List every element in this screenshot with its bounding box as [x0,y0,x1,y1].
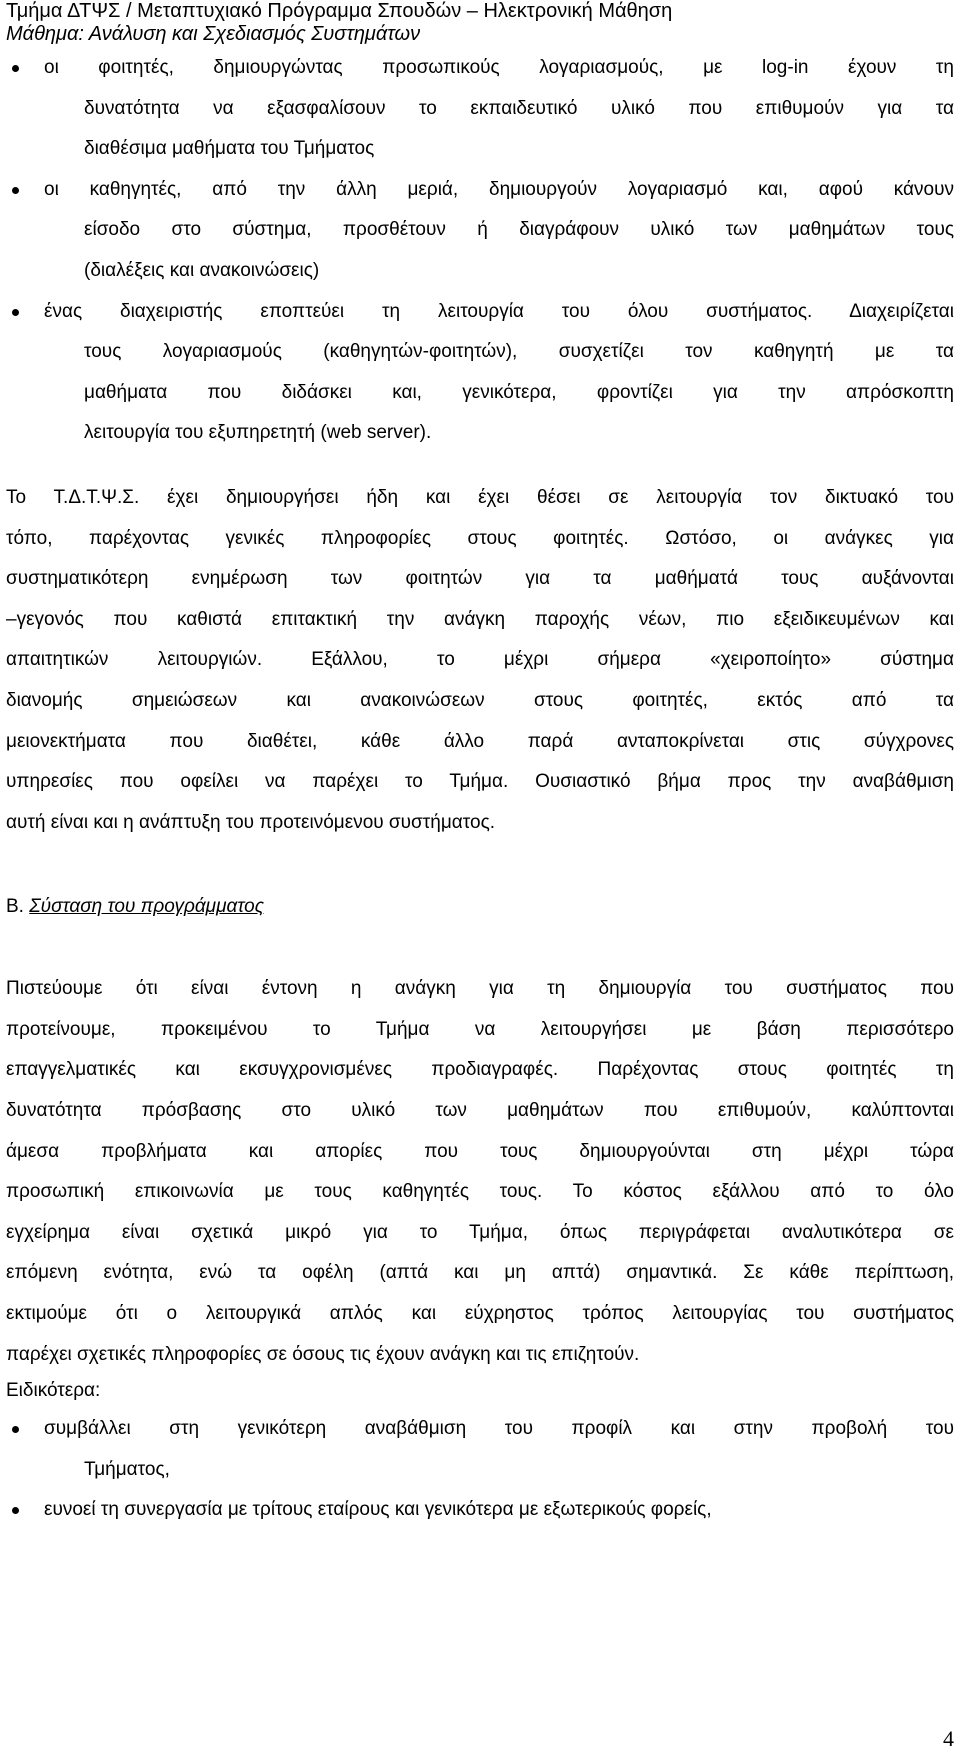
paragraph-recommendation [6,969,954,1375]
text-line: παρέχει σχετικές πληροφορίες σε όσους τις έχουν ανάγκη και τις επιζητούν. [6,1343,640,1365]
page-header [6,0,946,46]
bullet-item [6,292,954,454]
text-line: –γεγονός που καθιστά επιτακτική την ανάγκη παροχής νέων, πιο εξειδικευμένων και [6,608,954,630]
text-line: συστηματικότερη ενημέρωση των φοιτητών για τα μαθήματά τους αυξάνονται [6,568,954,590]
text-line: επόμενη ενότητα, ενώ τα οφέλη (απτά και μη απτά) σημαντικά. Σε κάθε περίπτωση, [6,1262,954,1284]
bullet-line: οι φοιτητές, δημιουργώντας προσωπικούς λογαριασμούς, με log-in έχουν τη [44,57,954,78]
text-line: απαιτητικών λειτουργιών. Εξάλλου, το μέχρι σήμερα «χειροποίητο» σύστημα [6,649,954,671]
section-title: Σύσταση του προγράμματος [29,896,264,918]
bullet-item [6,1490,954,1531]
text-line: δυνατότητα πρόσβασης στο υλικό των μαθημάτων που επιθυμούν, καλύπτονται [6,1100,954,1122]
bullet-line: λειτουργία του εξυπηρετητή (web server). [84,422,432,444]
benefit-bullet-list [6,1409,954,1531]
header-department: Τμήμα ΔΤΨΣ / Μεταπτυχιακό Πρόγραμμα Σπουδών – Ηλεκτρονική Μάθηση [6,0,673,22]
bullet-dot-icon [6,292,44,332]
document-body [6,48,954,1531]
text-line: επαγγελματικές και εκσυγχρονισμένες προδιαγραφές. Παρέχοντας στους φοιτητές τη [6,1059,954,1081]
text-line: αυτή είναι και η ανάπτυξη του προτεινόμενου συστήματος. [6,811,496,833]
text-line: Το Τ.Δ.Τ.Ψ.Σ. έχει δημιουργήσει ήδη και έχει θέσει σε λειτουργία τον δικτυακό του [6,486,954,508]
text-line: υπηρεσίες που οφείλει να παρέχει το Τμήμα. Ουσιαστικό βήμα προς την αναβάθμιση [6,771,954,793]
text-line: διανομής σημειώσεων και ανακοινώσεων στους φοιτητές, εκτός από τα [6,689,954,711]
bullet-dot-icon [6,170,44,210]
bullet-line: (διαλέξεις και ανακοινώσεις) [84,259,320,281]
text-line: εκτιμούμε ότι ο λειτουργικά απλός και εύχρηστος τρόπος λειτουργίας του συστήματος [6,1303,954,1325]
text-line: μειονεκτήματα που διαθέτει, κάθε άλλο παρά ανταποκρίνεται στις σύγχρονες [6,730,954,752]
bullet-line: δυνατότητα να εξασφαλίσουν το εκπαιδευτικό υλικό που επιθυμούν για τα [84,97,954,119]
text-line: τόπο, παρέχοντας γενικές πληροφορίες στους φοιτητές. Ωστόσο, οι ανάγκες για [6,527,954,549]
bullet-line: μαθήματα που διδάσκει και, γενικότερα, φροντίζει για την απρόσκοπτη [84,381,954,403]
bullet-item [6,1409,954,1490]
bullet-line: οι καθηγητές, από την άλλη μεριά, δημιουργούν λογαριασμό και, αφού κάνουν [44,178,954,200]
text-line: προσωπική επικοινωνία με τους καθηγητές τους. Το κόστος εξάλλου από το όλο [6,1181,954,1203]
bullet-item [6,48,954,170]
bullet-line: συμβάλλει στη γενικότερη αναβάθμιση του προφίλ και στην προβολή του [44,1418,954,1440]
bullet-line: τους λογαριασμούς (καθηγητών-φοιτητών), συσχετίζει τον καθηγητή με τα [84,341,954,363]
role-bullet-list [6,48,954,454]
text-line: άμεσα προβλήματα και απορίες που τους δημιουργούνται στη μέχρι τώρα [6,1140,954,1162]
bullet-dot-icon [6,1409,44,1449]
bullet-line: Τμήματος, [84,1458,170,1480]
specifically-label: Ειδικότερα: [6,1380,101,1402]
bullet-item [6,170,954,292]
bullet-line: είσοδο στο σύστημα, προσθέτουν ή διαγράφουν υλικό των μαθημάτων τους [84,219,954,241]
bullet-line: ένας διαχειριστής εποπτεύει τη λειτουργία του όλου συστήματος. Διαχειρίζεται [44,300,954,322]
text-line: εγχείρημα είναι σχετικά μικρό για το Τμήμα, όπως περιγράφεται αναλυτικότερα σε [6,1221,954,1243]
paragraph-current-state [6,478,954,843]
bullet-line: διαθέσιμα μαθήματα του Τμήματος [84,138,375,160]
header-course: Μάθημα: Ανάλυση και Σχεδιασμός Συστημάτων [6,23,421,45]
bullet-dot-icon [6,1490,44,1530]
section-letter: Β. [6,896,24,918]
bullet-line: ευνοεί τη συνεργασία με τρίτους εταίρους και γενικότερα με εξωτερικούς φορείς, [44,1499,712,1521]
text-line: Πιστεύουμε ότι είναι έντονη η ανάγκη για τη δημιουργία του συστήματος που [6,978,954,1000]
bullet-dot-icon [6,48,44,88]
text-line: προτείνουμε, προκειμένου το Τμήμα να λειτουργήσει με βάση περισσότερο [6,1018,954,1040]
page-number: 4 [943,1726,954,1751]
section-heading [6,887,954,927]
